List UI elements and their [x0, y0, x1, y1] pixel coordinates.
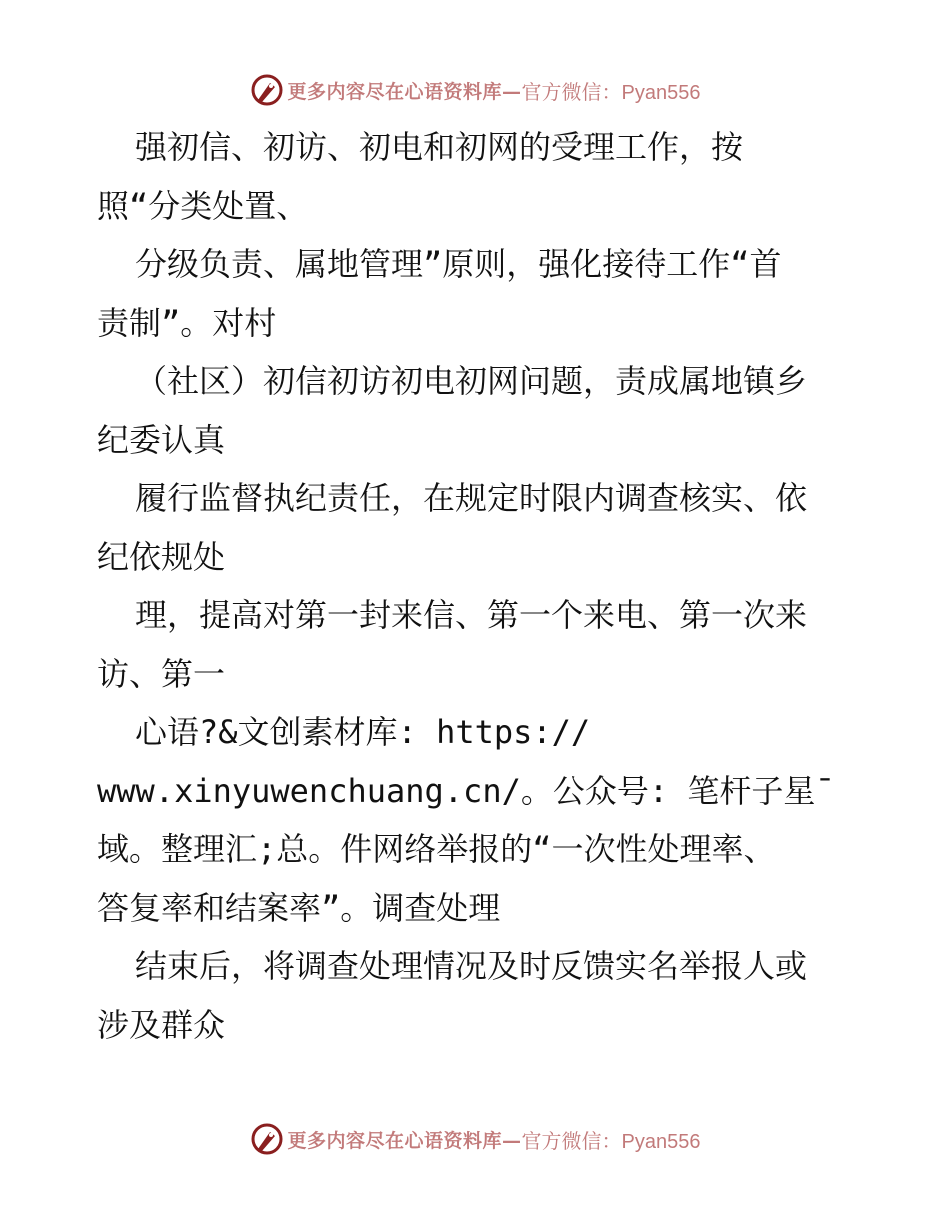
text-line: 分级负责、属地管理”原则，强化接待工作“首	[135, 245, 782, 283]
text-line: 照“分类处置、	[97, 186, 309, 225]
text-line: 域。整理汇;总。件网络举报的“一次性处理率、	[97, 830, 776, 868]
document-body	[97, 118, 867, 1054]
text-line: 结束后，将调查处理情况及时反馈实名举报人或	[135, 947, 808, 985]
text-line: 责制”。对村	[97, 303, 277, 342]
header-banner-text: 更多内容尽在心语资料库—	[287, 80, 522, 103]
header-banner	[0, 70, 950, 110]
text-line: 纪委认真	[97, 420, 226, 459]
pen-nib-logo-icon	[250, 73, 284, 107]
text-line: 答复率和结案率”。调查处理	[97, 888, 501, 927]
text-line: 访、第一	[97, 654, 226, 693]
pen-nib-logo-icon	[250, 1122, 284, 1156]
text-line: （社区）初信初访初电初网问题，责成属地镇乡	[135, 362, 808, 400]
text-line: 纪依规处	[97, 537, 226, 576]
text-line: 强初信、初访、初电和初网的受理工作，按	[135, 128, 744, 166]
text-line: 理，提高对第一封来信、第一个来电、第一次来	[135, 596, 808, 634]
footer-banner-text: 更多内容尽在心语资料库—	[287, 1129, 522, 1152]
footer-banner	[0, 1119, 950, 1159]
text-line: www.xinyuwenchuang.cn/。公众号: 笔杆子星¯	[97, 771, 835, 810]
header-banner-contact: 官方微信：Pyan556	[521, 81, 701, 104]
text-line: 涉及群众	[97, 1005, 226, 1044]
text-line: 履行监督执纪责任，在规定时限内调查核实、依	[135, 479, 808, 517]
text-line: 心语?&文创素材库: https://	[135, 713, 591, 751]
footer-banner-contact: 官方微信：Pyan556	[521, 1130, 701, 1153]
